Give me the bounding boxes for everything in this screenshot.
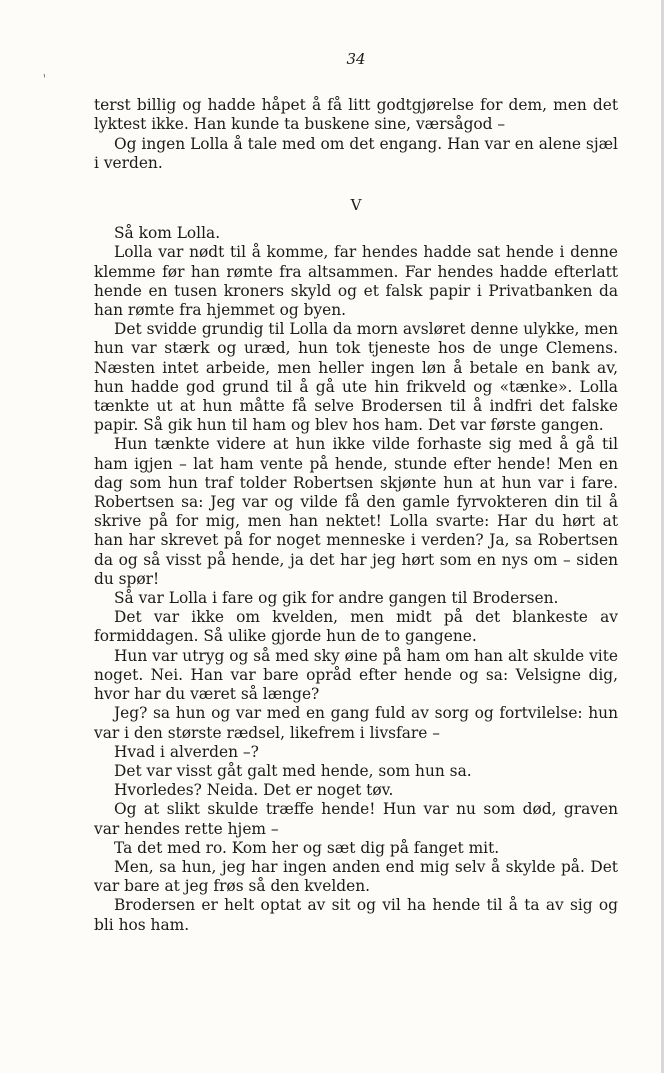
paragraph: Og at slikt skulde træffe hende! Hun var nu som død, graven var hendes rette hjem – (94, 800, 618, 838)
paragraph: Hvad i alverden –? (114, 742, 259, 761)
paragraph: terst billig og hadde håpet å få litt godtgjørelse for dem, men det lyktest ikke. Han kunde ta buskene sine, værsågod – (94, 96, 618, 134)
page-number: 34 (346, 50, 366, 68)
chapter-heading: V (350, 196, 362, 215)
paragraph: Hvorledes? Neida. Det er noget tøv. (114, 781, 394, 800)
paragraph: Så kom Lolla. (114, 224, 221, 243)
paragraph: Det var visst gåt galt med hende, som hun sa. (114, 761, 472, 780)
paragraph: Hun tænkte videre at hun ikke vilde forhaste sig med å gå til ham igjen – lat ham vente på hende, stunde efter hende! Men en dag som hun traf tolder Robertsen skjønte hun at hun var i fare. Robertsen sa: Jeg var og vilde få den gamle fyrvokteren din til å skrive på for mig, men han nektet! Lolla svarte: Har du hørt at han har skrevet på for noget menneske i verden? Ja, sa Robertsen da og så visst på hende, ja det har jeg hørt som en nys om – siden du spør! (94, 435, 618, 588)
paragraph: Jeg? sa hun og var med en gang fuld av sorg og fortvilelse: hun var i den største rædsel, likefrem i livsfare – (94, 704, 618, 742)
page-text (94, 50, 618, 935)
paragraph: Og ingen Lolla å tale med om det engang. Han var en alene sjæl i verden. (94, 134, 618, 172)
paragraph: Hun var utryg og så med sky øine på ham om han alt skulde vite noget. Nei. Han var bare opråd efter hende og sa: Velsigne dig, hvor har du været så længe? (94, 646, 618, 704)
paragraph: Så var Lolla i fare og gik for andre gangen til Brodersen. (114, 589, 559, 608)
paragraph: Det svidde grundig til Lolla da morn avsløret denne ulykke, men hun var stærk og uræd, hun tok tjeneste hos de unge Clemens. Næsten intet arbeide, men heller ingen løn å betale en bank av, hun hadde god grund til å gå ute hin frikveld og «tænke». Lolla tænkte ut at hun måtte få selve Brodersen til å indfri det falske papir. Så gik hun til ham og blev hos ham. Det var første gangen. (94, 320, 618, 435)
paragraph: Lolla var nødt til å komme, far hendes hadde sat hende i denne klemme før han rømte fra altsammen. Far hendes hadde efterlatt hende en tusen kroners skyld og et falsk papir i Privatbanken da han rømte fra hjemmet og byen. (94, 243, 618, 320)
paragraph: Brodersen er helt optat av sit og vil ha hende til å ta av sig og bli hos ham. (94, 896, 618, 934)
paragraph: Men, sa hun, jeg har ingen anden end mig selv å skylde på. Det var bare at jeg frøs så den kvelden. (94, 857, 618, 896)
pencil-mark-icon: ` (34, 72, 49, 90)
paragraph: Det var ikke om kvelden, men midt på det blankeste av formiddagen. Så ulike gjorde hun de to gangene. (94, 608, 618, 646)
paragraph: Ta det med ro. Kom her og sæt dig på fanget mit. (114, 838, 500, 857)
